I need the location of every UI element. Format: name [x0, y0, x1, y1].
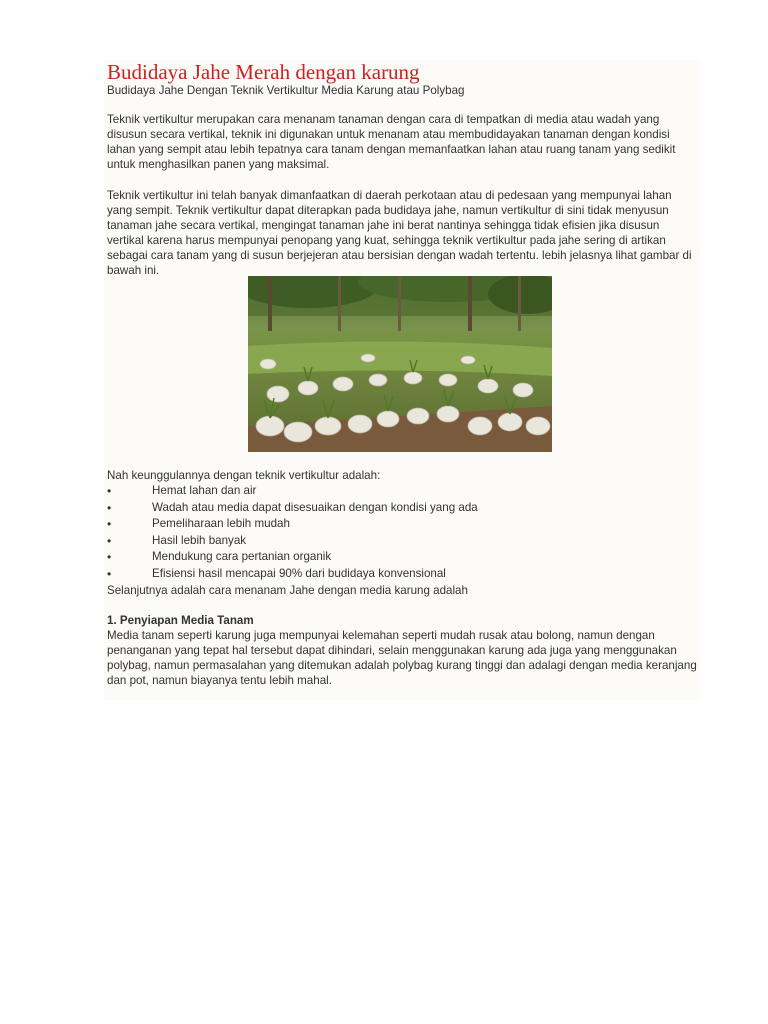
bullet-dot: •: [107, 517, 112, 532]
list-item-text: Hemat lahan dan air: [152, 484, 257, 497]
bullet-dot: •: [107, 533, 112, 548]
section-heading: 1. Penyiapan Media Tanam: [107, 614, 254, 627]
list-item-text: Pemeliharaan lebih mudah: [152, 517, 290, 531]
paragraph-2-text: Teknik vertikultur ini telah banyak dimanfaatkan di daerah perkotaan atau di pedesaan yang mempunyai lahan yang sempit. Teknik vertikultur dapat diterapkan pada budidaya jahe, namun vertikultur di sini tidak menyusun tanaman jahe secara vertikal, mengingat tanaman jahe ini berat nantinya sehingga tidak efisien jika disusun vertikal karena harus mempunyai penopang yang kuat, sehingga teknik vertikultur pada jahe sering di artikan sebagai cara tanam yang di susun berjejeran atau bersisian dengan wadah tertentu. lebih jelasnya lihat gambar di bawah ini.: [107, 189, 692, 278]
article-title: Budidaya Jahe Merah dengan karung: [107, 60, 420, 84]
paragraph-media-tanam: [107, 628, 697, 688]
article-subtitle: Budidaya Jahe Dengan Teknik Vertikultur Media Karung atau Polybag: [107, 84, 465, 97]
list-item-text: Mendukung cara pertanian organik: [152, 550, 332, 564]
paragraph-3-text: Media tanam seperti karung juga mempunyai kelemahan seperti mudah rusak atau bolong, namun dengan penanganan yang tepat hal tersebut dapat dihindari, selain menggunakan karung ada juga yang menggunakan polybag, namun permasalahan yang ditemukan adalah polybag kurang tinggi dan adalagi dengan media keranjang dan pot, namun biayanya tentu lebih mahal.: [107, 629, 697, 688]
ginger-sack-field-photo: [248, 276, 552, 452]
list-item-text: Wadah atau media dapat disesuaikan dengan kondisi yang ada: [152, 500, 478, 514]
list-item-text: Hasil lebih banyak: [152, 533, 247, 547]
advantages-intro: Nah keunggulannya dengan teknik vertikultur adalah:: [107, 469, 381, 482]
bullet-dot: •: [107, 500, 112, 515]
planting-steps-intro: Selanjutnya adalah cara menanam Jahe dengan media karung adalah: [107, 584, 468, 597]
paragraph-intro-vertikultur: [107, 112, 697, 172]
paragraph-vertikultur-jahe: [107, 188, 697, 279]
bullet-dot: •: [107, 566, 112, 581]
list-item-text: Efisiensi hasil mencapai 90% dari budidaya konvensional: [152, 566, 446, 580]
paragraph-1-text: Teknik vertikultur merupakan cara menanam tanaman dengan cara di tempatkan di media atau wadah yang disusun secara vertikal, teknik ini digunakan untuk menanam atau membudidayakan tanaman dengan kondisi lahan yang sempit atau lebih tepatnya cara tanam dengan memanfaatkan lahan atau ruang tanam yang sedikit untuk menghasilkan panen yang maksimal.: [107, 113, 676, 172]
ginger-photo-illustration: [248, 276, 552, 452]
bullet-dot: •: [107, 484, 112, 498]
bullet-dot: •: [107, 550, 112, 565]
